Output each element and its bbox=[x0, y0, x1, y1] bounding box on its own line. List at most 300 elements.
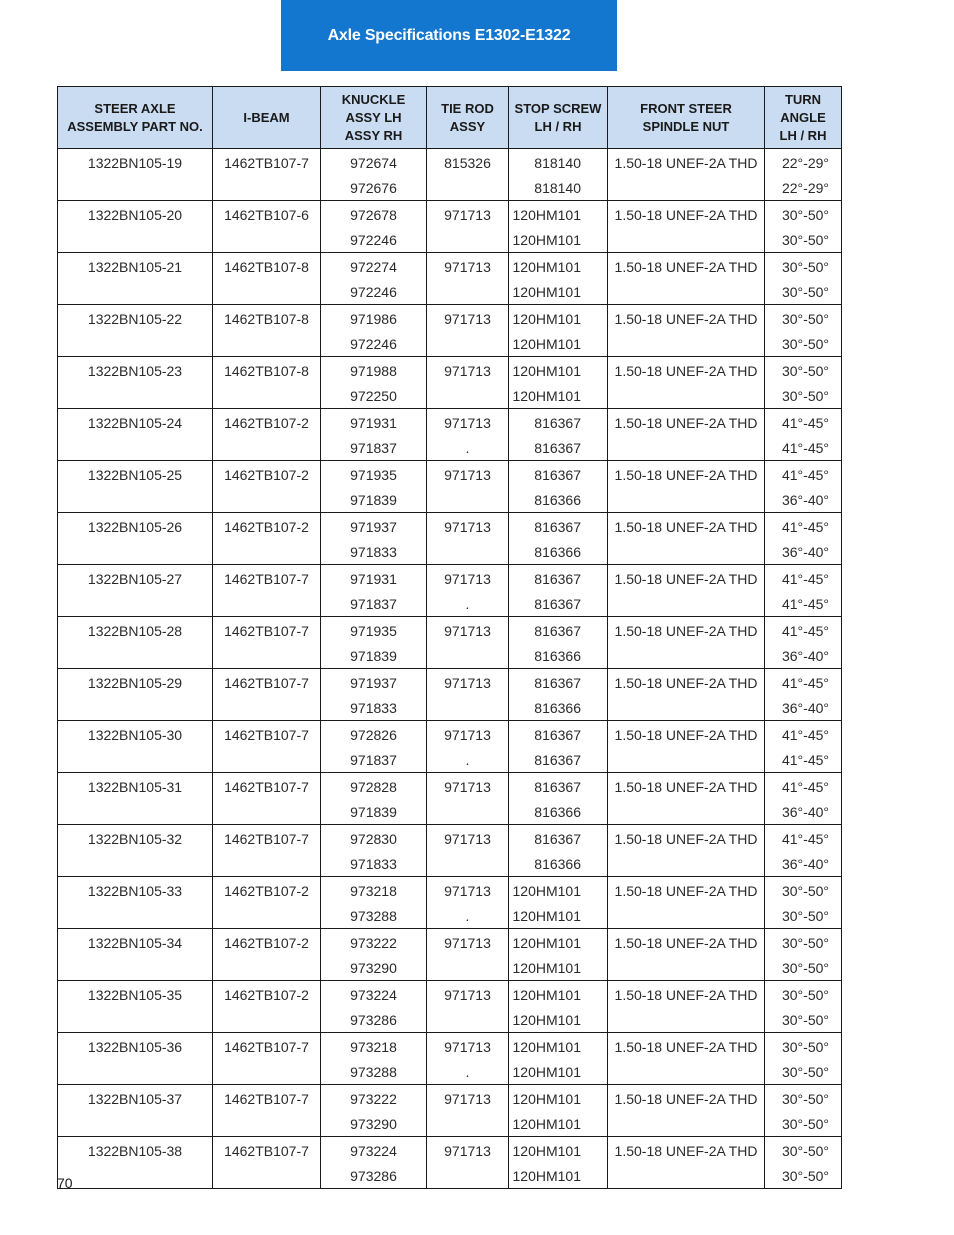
table-row bbox=[58, 669, 842, 696]
cell-i-beam: 1462TB107-2 bbox=[213, 929, 321, 956]
table-row bbox=[58, 981, 842, 1008]
cell-knuckle-rh: 972246 bbox=[321, 279, 427, 305]
cell-stop-screw-rh: 816366 bbox=[509, 487, 608, 513]
cell-turn-angle-rh: 30°-50° bbox=[765, 1111, 842, 1137]
table-row bbox=[58, 877, 842, 904]
cell-empty bbox=[213, 175, 321, 201]
cell-spindle-nut: 1.50-18 UNEF-2A THD bbox=[608, 981, 765, 1008]
cell-part-number: 1322BN105-35 bbox=[58, 981, 213, 1008]
cell-turn-angle-rh: 41°-45° bbox=[765, 591, 842, 617]
cell-part-number: 1322BN105-30 bbox=[58, 721, 213, 748]
cell-turn-angle-lh: 41°-45° bbox=[765, 409, 842, 436]
cell-knuckle-lh: 971935 bbox=[321, 617, 427, 644]
header-front-steer-spindle-nut: FRONT STEER SPINDLE NUT bbox=[608, 87, 765, 149]
table-row-secondary bbox=[58, 435, 842, 461]
cell-stop-screw-lh: 816367 bbox=[509, 565, 608, 592]
cell-i-beam: 1462TB107-7 bbox=[213, 773, 321, 800]
cell-empty bbox=[58, 1059, 213, 1085]
cell-stop-screw-lh: 120HM101 bbox=[509, 1137, 608, 1164]
cell-i-beam: 1462TB107-7 bbox=[213, 1137, 321, 1164]
cell-empty bbox=[58, 1111, 213, 1137]
cell-knuckle-rh: 971839 bbox=[321, 643, 427, 669]
cell-tie-rod: 971713 bbox=[427, 1137, 509, 1164]
cell-i-beam: 1462TB107-8 bbox=[213, 357, 321, 384]
cell-stop-screw-lh: 816367 bbox=[509, 461, 608, 488]
cell-knuckle-lh: 971986 bbox=[321, 305, 427, 332]
table-row bbox=[58, 201, 842, 228]
cell-knuckle-rh: 972246 bbox=[321, 227, 427, 253]
cell-knuckle-rh: 972246 bbox=[321, 331, 427, 357]
cell-knuckle-lh: 973224 bbox=[321, 1137, 427, 1164]
cell-spindle-nut: 1.50-18 UNEF-2A THD bbox=[608, 409, 765, 436]
cell-empty bbox=[608, 1007, 765, 1033]
table-row-secondary bbox=[58, 1059, 842, 1085]
cell-empty bbox=[608, 383, 765, 409]
cell-turn-angle-rh: 30°-50° bbox=[765, 227, 842, 253]
cell-knuckle-lh: 971988 bbox=[321, 357, 427, 384]
cell-tie-rod-mark bbox=[427, 1111, 509, 1137]
cell-tie-rod-mark bbox=[427, 383, 509, 409]
cell-empty bbox=[58, 487, 213, 513]
cell-spindle-nut: 1.50-18 UNEF-2A THD bbox=[608, 669, 765, 696]
cell-tie-rod-mark bbox=[427, 227, 509, 253]
cell-knuckle-rh: 973286 bbox=[321, 1163, 427, 1189]
table-row bbox=[58, 1137, 842, 1164]
cell-knuckle-lh: 972274 bbox=[321, 253, 427, 280]
cell-empty bbox=[58, 227, 213, 253]
cell-turn-angle-rh: 36°-40° bbox=[765, 799, 842, 825]
table-row-secondary bbox=[58, 747, 842, 773]
cell-tie-rod: 971713 bbox=[427, 1085, 509, 1112]
cell-part-number: 1322BN105-29 bbox=[58, 669, 213, 696]
table-row-secondary bbox=[58, 903, 842, 929]
table-row bbox=[58, 305, 842, 332]
page-number: 70 bbox=[57, 1175, 73, 1191]
cell-empty bbox=[608, 227, 765, 253]
table-row bbox=[58, 773, 842, 800]
cell-knuckle-rh: 971839 bbox=[321, 799, 427, 825]
cell-stop-screw-rh: 816366 bbox=[509, 643, 608, 669]
cell-tie-rod: 971713 bbox=[427, 1033, 509, 1060]
cell-empty bbox=[213, 331, 321, 357]
cell-empty bbox=[58, 383, 213, 409]
cell-spindle-nut: 1.50-18 UNEF-2A THD bbox=[608, 1033, 765, 1060]
cell-turn-angle-lh: 41°-45° bbox=[765, 461, 842, 488]
cell-empty bbox=[58, 591, 213, 617]
cell-tie-rod: 971713 bbox=[427, 409, 509, 436]
cell-spindle-nut: 1.50-18 UNEF-2A THD bbox=[608, 773, 765, 800]
cell-spindle-nut: 1.50-18 UNEF-2A THD bbox=[608, 565, 765, 592]
cell-tie-rod: 971713 bbox=[427, 201, 509, 228]
cell-tie-rod-mark: . bbox=[427, 903, 509, 929]
cell-tie-rod: 971713 bbox=[427, 981, 509, 1008]
cell-knuckle-rh: 973286 bbox=[321, 1007, 427, 1033]
cell-empty bbox=[608, 695, 765, 721]
cell-turn-angle-rh: 30°-50° bbox=[765, 279, 842, 305]
cell-stop-screw-rh: 816366 bbox=[509, 799, 608, 825]
cell-turn-angle-rh: 36°-40° bbox=[765, 695, 842, 721]
cell-stop-screw-rh: 816367 bbox=[509, 591, 608, 617]
cell-part-number: 1322BN105-25 bbox=[58, 461, 213, 488]
cell-tie-rod: 971713 bbox=[427, 565, 509, 592]
cell-spindle-nut: 1.50-18 UNEF-2A THD bbox=[608, 721, 765, 748]
cell-tie-rod: 971713 bbox=[427, 461, 509, 488]
cell-part-number: 1322BN105-36 bbox=[58, 1033, 213, 1060]
cell-knuckle-rh: 971833 bbox=[321, 539, 427, 565]
cell-i-beam: 1462TB107-2 bbox=[213, 981, 321, 1008]
cell-knuckle-rh: 971833 bbox=[321, 851, 427, 877]
cell-knuckle-lh: 972828 bbox=[321, 773, 427, 800]
header-stop-screw: STOP SCREW LH / RH bbox=[509, 87, 608, 149]
cell-empty bbox=[213, 435, 321, 461]
cell-stop-screw-rh: 120HM101 bbox=[509, 1111, 608, 1137]
cell-stop-screw-rh: 120HM101 bbox=[509, 1163, 608, 1189]
cell-turn-angle-rh: 30°-50° bbox=[765, 1163, 842, 1189]
cell-tie-rod-mark bbox=[427, 1007, 509, 1033]
cell-tie-rod: 815326 bbox=[427, 149, 509, 176]
cell-empty bbox=[608, 175, 765, 201]
cell-tie-rod-mark bbox=[427, 331, 509, 357]
cell-stop-screw-lh: 818140 bbox=[509, 149, 608, 176]
header-steer-axle-assembly-part-no: STEER AXLE ASSEMBLY PART NO. bbox=[58, 87, 213, 149]
cell-stop-screw-lh: 816367 bbox=[509, 721, 608, 748]
cell-stop-screw-rh: 120HM101 bbox=[509, 383, 608, 409]
table-row bbox=[58, 253, 842, 280]
cell-empty bbox=[58, 279, 213, 305]
cell-i-beam: 1462TB107-8 bbox=[213, 305, 321, 332]
cell-stop-screw-rh: 120HM101 bbox=[509, 331, 608, 357]
cell-empty bbox=[608, 903, 765, 929]
cell-empty bbox=[213, 643, 321, 669]
cell-part-number: 1322BN105-21 bbox=[58, 253, 213, 280]
cell-stop-screw-rh: 120HM101 bbox=[509, 1059, 608, 1085]
table-row-secondary bbox=[58, 487, 842, 513]
cell-turn-angle-rh: 30°-50° bbox=[765, 383, 842, 409]
cell-empty bbox=[58, 903, 213, 929]
cell-tie-rod-mark: . bbox=[427, 591, 509, 617]
cell-turn-angle-rh: 30°-50° bbox=[765, 1007, 842, 1033]
cell-tie-rod: 971713 bbox=[427, 617, 509, 644]
cell-tie-rod-mark bbox=[427, 799, 509, 825]
cell-empty bbox=[608, 643, 765, 669]
cell-spindle-nut: 1.50-18 UNEF-2A THD bbox=[608, 825, 765, 852]
cell-spindle-nut: 1.50-18 UNEF-2A THD bbox=[608, 461, 765, 488]
cell-empty bbox=[213, 487, 321, 513]
cell-stop-screw-lh: 816367 bbox=[509, 825, 608, 852]
page-title: Axle Specifications E1302-E1322 bbox=[281, 0, 617, 71]
cell-i-beam: 1462TB107-6 bbox=[213, 201, 321, 228]
table-row bbox=[58, 565, 842, 592]
table-row bbox=[58, 409, 842, 436]
cell-turn-angle-rh: 30°-50° bbox=[765, 903, 842, 929]
cell-i-beam: 1462TB107-2 bbox=[213, 461, 321, 488]
cell-empty bbox=[608, 591, 765, 617]
cell-part-number: 1322BN105-23 bbox=[58, 357, 213, 384]
cell-tie-rod: 971713 bbox=[427, 253, 509, 280]
cell-spindle-nut: 1.50-18 UNEF-2A THD bbox=[608, 513, 765, 540]
cell-turn-angle-lh: 30°-50° bbox=[765, 981, 842, 1008]
cell-stop-screw-lh: 816367 bbox=[509, 513, 608, 540]
cell-i-beam: 1462TB107-7 bbox=[213, 149, 321, 176]
cell-tie-rod-mark bbox=[427, 487, 509, 513]
cell-stop-screw-lh: 120HM101 bbox=[509, 981, 608, 1008]
cell-turn-angle-rh: 36°-40° bbox=[765, 487, 842, 513]
cell-knuckle-lh: 972674 bbox=[321, 149, 427, 176]
cell-turn-angle-lh: 30°-50° bbox=[765, 305, 842, 332]
cell-knuckle-lh: 971935 bbox=[321, 461, 427, 488]
cell-knuckle-lh: 971931 bbox=[321, 409, 427, 436]
cell-spindle-nut: 1.50-18 UNEF-2A THD bbox=[608, 201, 765, 228]
cell-stop-screw-lh: 120HM101 bbox=[509, 253, 608, 280]
cell-knuckle-rh: 971839 bbox=[321, 487, 427, 513]
cell-empty bbox=[58, 747, 213, 773]
table-row-secondary bbox=[58, 383, 842, 409]
cell-spindle-nut: 1.50-18 UNEF-2A THD bbox=[608, 617, 765, 644]
cell-part-number: 1322BN105-22 bbox=[58, 305, 213, 332]
cell-part-number: 1322BN105-27 bbox=[58, 565, 213, 592]
cell-stop-screw-lh: 120HM101 bbox=[509, 357, 608, 384]
cell-knuckle-rh: 971833 bbox=[321, 695, 427, 721]
cell-empty bbox=[213, 383, 321, 409]
cell-stop-screw-rh: 120HM101 bbox=[509, 1007, 608, 1033]
cell-spindle-nut: 1.50-18 UNEF-2A THD bbox=[608, 1137, 765, 1164]
table-row-secondary bbox=[58, 955, 842, 981]
cell-stop-screw-lh: 120HM101 bbox=[509, 201, 608, 228]
table-header-row bbox=[58, 87, 842, 149]
cell-tie-rod: 971713 bbox=[427, 877, 509, 904]
cell-tie-rod: 971713 bbox=[427, 825, 509, 852]
cell-empty bbox=[608, 539, 765, 565]
cell-turn-angle-lh: 30°-50° bbox=[765, 201, 842, 228]
cell-turn-angle-rh: 30°-50° bbox=[765, 1059, 842, 1085]
cell-knuckle-rh: 971837 bbox=[321, 747, 427, 773]
cell-empty bbox=[58, 955, 213, 981]
cell-knuckle-rh: 972676 bbox=[321, 175, 427, 201]
cell-part-number: 1322BN105-28 bbox=[58, 617, 213, 644]
cell-turn-angle-lh: 22°-29° bbox=[765, 149, 842, 176]
cell-knuckle-rh: 973290 bbox=[321, 1111, 427, 1137]
cell-turn-angle-rh: 36°-40° bbox=[765, 851, 842, 877]
cell-empty bbox=[608, 331, 765, 357]
cell-stop-screw-lh: 816367 bbox=[509, 773, 608, 800]
cell-i-beam: 1462TB107-7 bbox=[213, 1033, 321, 1060]
table-row-secondary bbox=[58, 331, 842, 357]
cell-knuckle-lh: 973218 bbox=[321, 1033, 427, 1060]
cell-empty bbox=[608, 799, 765, 825]
cell-part-number: 1322BN105-33 bbox=[58, 877, 213, 904]
cell-knuckle-lh: 971931 bbox=[321, 565, 427, 592]
cell-spindle-nut: 1.50-18 UNEF-2A THD bbox=[608, 357, 765, 384]
cell-i-beam: 1462TB107-7 bbox=[213, 565, 321, 592]
cell-i-beam: 1462TB107-7 bbox=[213, 721, 321, 748]
table-row bbox=[58, 617, 842, 644]
cell-empty bbox=[58, 643, 213, 669]
cell-knuckle-rh: 971837 bbox=[321, 591, 427, 617]
table-row bbox=[58, 721, 842, 748]
cell-turn-angle-lh: 41°-45° bbox=[765, 565, 842, 592]
cell-stop-screw-lh: 816367 bbox=[509, 617, 608, 644]
table-row-secondary bbox=[58, 1007, 842, 1033]
cell-empty bbox=[608, 487, 765, 513]
cell-i-beam: 1462TB107-7 bbox=[213, 825, 321, 852]
cell-empty bbox=[58, 851, 213, 877]
cell-empty bbox=[213, 539, 321, 565]
cell-stop-screw-rh: 120HM101 bbox=[509, 279, 608, 305]
cell-tie-rod-mark bbox=[427, 955, 509, 981]
header-knuckle-assy: KNUCKLE ASSY LH ASSY RH bbox=[321, 87, 427, 149]
table-row bbox=[58, 357, 842, 384]
cell-tie-rod-mark: . bbox=[427, 1059, 509, 1085]
cell-tie-rod-mark bbox=[427, 1163, 509, 1189]
cell-tie-rod-mark bbox=[427, 175, 509, 201]
cell-knuckle-lh: 972826 bbox=[321, 721, 427, 748]
table-row-secondary bbox=[58, 175, 842, 201]
table-row-secondary bbox=[58, 643, 842, 669]
table-body bbox=[58, 149, 842, 1189]
cell-knuckle-rh: 971837 bbox=[321, 435, 427, 461]
cell-stop-screw-lh: 120HM101 bbox=[509, 877, 608, 904]
table-row-secondary bbox=[58, 591, 842, 617]
table-row bbox=[58, 149, 842, 176]
cell-empty bbox=[58, 695, 213, 721]
cell-part-number: 1322BN105-37 bbox=[58, 1085, 213, 1112]
cell-turn-angle-rh: 36°-40° bbox=[765, 643, 842, 669]
cell-empty bbox=[608, 435, 765, 461]
cell-part-number: 1322BN105-19 bbox=[58, 149, 213, 176]
cell-knuckle-lh: 973218 bbox=[321, 877, 427, 904]
cell-turn-angle-rh: 30°-50° bbox=[765, 955, 842, 981]
cell-i-beam: 1462TB107-7 bbox=[213, 1085, 321, 1112]
cell-tie-rod: 971713 bbox=[427, 305, 509, 332]
cell-empty bbox=[213, 1163, 321, 1189]
cell-turn-angle-lh: 30°-50° bbox=[765, 1033, 842, 1060]
cell-tie-rod: 971713 bbox=[427, 669, 509, 696]
cell-turn-angle-rh: 22°-29° bbox=[765, 175, 842, 201]
cell-i-beam: 1462TB107-7 bbox=[213, 669, 321, 696]
cell-knuckle-rh: 972250 bbox=[321, 383, 427, 409]
cell-tie-rod: 971713 bbox=[427, 773, 509, 800]
cell-empty bbox=[608, 747, 765, 773]
cell-turn-angle-rh: 41°-45° bbox=[765, 747, 842, 773]
cell-empty bbox=[608, 1111, 765, 1137]
cell-part-number: 1322BN105-26 bbox=[58, 513, 213, 540]
cell-empty bbox=[213, 279, 321, 305]
cell-turn-angle-lh: 41°-45° bbox=[765, 669, 842, 696]
cell-part-number: 1322BN105-32 bbox=[58, 825, 213, 852]
table-row bbox=[58, 929, 842, 956]
cell-turn-angle-rh: 30°-50° bbox=[765, 331, 842, 357]
table-row-secondary bbox=[58, 279, 842, 305]
cell-turn-angle-rh: 36°-40° bbox=[765, 539, 842, 565]
cell-stop-screw-rh: 816366 bbox=[509, 695, 608, 721]
cell-tie-rod: 971713 bbox=[427, 721, 509, 748]
cell-empty bbox=[213, 799, 321, 825]
cell-part-number: 1322BN105-24 bbox=[58, 409, 213, 436]
cell-empty bbox=[213, 903, 321, 929]
cell-empty bbox=[608, 1163, 765, 1189]
cell-knuckle-lh: 971937 bbox=[321, 669, 427, 696]
cell-turn-angle-lh: 30°-50° bbox=[765, 357, 842, 384]
cell-empty bbox=[213, 1111, 321, 1137]
cell-empty bbox=[213, 747, 321, 773]
table-row-secondary bbox=[58, 539, 842, 565]
table-row bbox=[58, 1085, 842, 1112]
cell-stop-screw-lh: 120HM101 bbox=[509, 1033, 608, 1060]
cell-i-beam: 1462TB107-2 bbox=[213, 877, 321, 904]
cell-stop-screw-lh: 120HM101 bbox=[509, 929, 608, 956]
cell-knuckle-lh: 973224 bbox=[321, 981, 427, 1008]
cell-empty bbox=[608, 955, 765, 981]
cell-empty bbox=[213, 955, 321, 981]
cell-turn-angle-lh: 30°-50° bbox=[765, 877, 842, 904]
cell-knuckle-rh: 973288 bbox=[321, 1059, 427, 1085]
cell-stop-screw-rh: 816367 bbox=[509, 747, 608, 773]
header-tie-rod-assy: TIE ROD ASSY bbox=[427, 87, 509, 149]
cell-empty bbox=[213, 695, 321, 721]
table-row bbox=[58, 513, 842, 540]
cell-empty bbox=[58, 539, 213, 565]
cell-tie-rod-mark bbox=[427, 695, 509, 721]
cell-empty bbox=[213, 851, 321, 877]
cell-turn-angle-lh: 41°-45° bbox=[765, 825, 842, 852]
table-row-secondary bbox=[58, 799, 842, 825]
cell-stop-screw-lh: 120HM101 bbox=[509, 1085, 608, 1112]
cell-turn-angle-rh: 41°-45° bbox=[765, 435, 842, 461]
table-row bbox=[58, 825, 842, 852]
cell-knuckle-lh: 972830 bbox=[321, 825, 427, 852]
cell-knuckle-lh: 972678 bbox=[321, 201, 427, 228]
cell-turn-angle-lh: 41°-45° bbox=[765, 721, 842, 748]
cell-tie-rod: 971713 bbox=[427, 513, 509, 540]
cell-spindle-nut: 1.50-18 UNEF-2A THD bbox=[608, 253, 765, 280]
cell-turn-angle-lh: 30°-50° bbox=[765, 1137, 842, 1164]
cell-stop-screw-lh: 816367 bbox=[509, 409, 608, 436]
cell-turn-angle-lh: 30°-50° bbox=[765, 1085, 842, 1112]
cell-turn-angle-lh: 30°-50° bbox=[765, 929, 842, 956]
cell-empty bbox=[58, 1163, 213, 1189]
cell-turn-angle-lh: 41°-45° bbox=[765, 513, 842, 540]
cell-stop-screw-rh: 818140 bbox=[509, 175, 608, 201]
table-row-secondary bbox=[58, 851, 842, 877]
cell-stop-screw-rh: 120HM101 bbox=[509, 903, 608, 929]
cell-tie-rod-mark bbox=[427, 643, 509, 669]
cell-turn-angle-lh: 41°-45° bbox=[765, 617, 842, 644]
cell-stop-screw-rh: 816366 bbox=[509, 539, 608, 565]
cell-tie-rod-mark bbox=[427, 851, 509, 877]
cell-empty bbox=[58, 435, 213, 461]
cell-knuckle-rh: 973290 bbox=[321, 955, 427, 981]
cell-part-number: 1322BN105-38 bbox=[58, 1137, 213, 1164]
cell-stop-screw-rh: 816366 bbox=[509, 851, 608, 877]
table-row-secondary bbox=[58, 227, 842, 253]
table-row bbox=[58, 461, 842, 488]
cell-spindle-nut: 1.50-18 UNEF-2A THD bbox=[608, 305, 765, 332]
cell-empty bbox=[608, 279, 765, 305]
cell-i-beam: 1462TB107-8 bbox=[213, 253, 321, 280]
cell-spindle-nut: 1.50-18 UNEF-2A THD bbox=[608, 877, 765, 904]
cell-stop-screw-lh: 120HM101 bbox=[509, 305, 608, 332]
cell-i-beam: 1462TB107-7 bbox=[213, 617, 321, 644]
cell-empty bbox=[58, 1007, 213, 1033]
cell-turn-angle-lh: 41°-45° bbox=[765, 773, 842, 800]
cell-empty bbox=[213, 1059, 321, 1085]
table-row-secondary bbox=[58, 695, 842, 721]
cell-knuckle-lh: 973222 bbox=[321, 929, 427, 956]
cell-empty bbox=[213, 227, 321, 253]
cell-i-beam: 1462TB107-2 bbox=[213, 409, 321, 436]
cell-tie-rod-mark: . bbox=[427, 747, 509, 773]
cell-empty bbox=[608, 851, 765, 877]
